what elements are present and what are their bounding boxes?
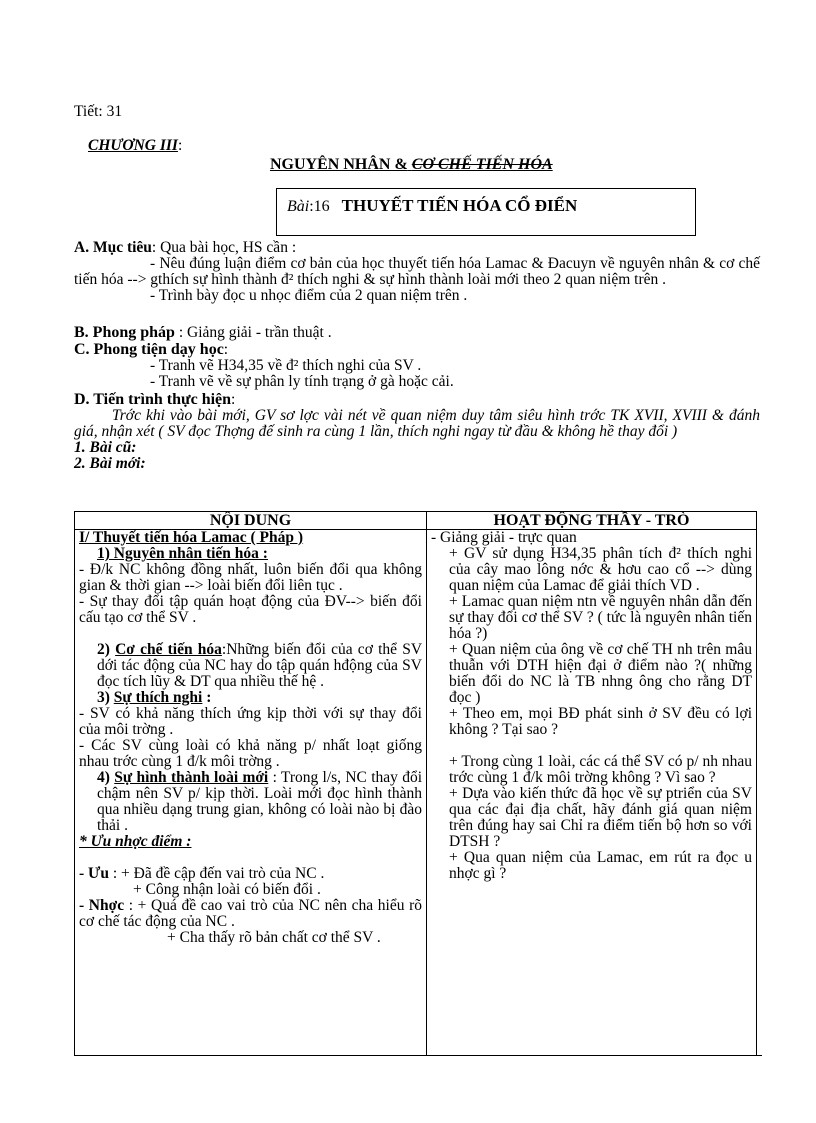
pros-cons-heading: * Ưu nhợc điểm :	[79, 833, 192, 850]
table-body-row	[75, 530, 757, 1056]
section-b-heading: B. Phong pháp	[74, 324, 175, 341]
section-a-heading-line	[74, 240, 760, 256]
section-c-item1: - Tranh vẽ H34,35 về đ² thích nghi của SV .	[150, 357, 422, 374]
lesson-number-value: :16	[309, 198, 330, 215]
section-d	[74, 392, 760, 472]
section-d-heading: D. Tiến trình thực hiện	[74, 391, 232, 408]
adaptation-point-2: - Các SV cùng loài có khả năng p/ nhất loạt giống nhau trớc cùng 1 đ/k môi trờng .	[79, 737, 422, 770]
section-c-item2: - Tranh vẽ về sự phân ly tính trạng ở gà hoặc cải.	[150, 373, 454, 390]
activity-line-2: + GV sử dụng H34,35 phân tích đ² thích nghi của cây mao lông nớc & hơu cao cổ --> dùng quan niệm của Lamac để giải thích VD .	[449, 545, 752, 594]
old-lesson-heading: 1. Bài cũ:	[74, 439, 137, 456]
section-b-text: : Giảng giải - trần thuật .	[178, 324, 332, 341]
con-line-2: + Cha thấy rõ bản chất cơ thể SV .	[167, 929, 381, 946]
bottom-rule	[74, 1055, 762, 1056]
table-header-row	[75, 512, 757, 530]
lesson-label: Bài	[287, 198, 310, 215]
cause-point-1: - Đ/k NC không đồng nhất, luôn biến đổi qua không gian & thời gian --> loài biến đổi liên tục .	[79, 561, 422, 594]
section-a	[74, 240, 760, 304]
section-d-intro: Trớc khi vào bài mới, GV sơ lợc vài nét về quan niệm duy tâm siêu hình trớc TK XVII, XVIII & đánh giá, nhận xét ( SV đọc Thợng đế sinh ra cùng 1 lần, thích nghi ngay từ đầu & không hề thay đổi )	[74, 407, 760, 440]
section-c-colon: :	[223, 341, 229, 358]
lesson-table	[74, 511, 757, 1056]
chapter-line	[88, 138, 182, 154]
adaptation-heading: Sự thích nghi	[113, 689, 203, 706]
content-cell	[75, 530, 427, 1056]
mechanism-text: :Những biến đổi của cơ thể SV dới tác động của NC hay do tập quán hđộng của SV đọc tích lũy & DT qua nhiều thế hệ .	[97, 641, 423, 690]
lesson-number: Tiết: 31	[74, 103, 123, 120]
section-b	[74, 325, 332, 341]
activity-line-8: + Qua quan niệm của Lamac, em rút ra đọc u nhợc gì ?	[449, 849, 752, 882]
activity-line-7: + Dựa vào kiến thức đã học về sự ptriển của SV qua các đại địa chất, hãy đánh giá quan niệm trên đúng hay sai Chỉ ra điểm tiến bộ hơn so với DTSH ?	[449, 785, 752, 850]
chapter-title-part1: NGUYÊN NHÂN &	[270, 156, 408, 173]
lesson-title-box	[276, 188, 696, 236]
speciation-heading: Sự hình thành loài mới	[114, 769, 269, 786]
section-a-intro: : Qua bài học, HS cần :	[151, 239, 297, 256]
section-a-item1: - Nêu đúng luận điểm cơ bản của học thuyết tiến hóa Lamac & Đacuyn về nguyên nhân & cơ chế tiến hóa --> gthích sự hình thành đ² thích nghi & sự hình thành loài mới theo 2 quan niệm trên .	[74, 255, 760, 288]
activity-cell	[427, 530, 757, 1056]
pro-label: - Ưu	[79, 865, 109, 882]
pro-line-1: - Ưu : + Đã đề cập đến vai trò của NC .	[79, 865, 325, 882]
lesson-title	[287, 198, 577, 215]
chapter-title	[270, 157, 553, 173]
chapter-title-part2: CƠ CHẾ TIẾN HÓA	[411, 156, 553, 173]
section-c	[74, 342, 760, 390]
chapter-colon: :	[177, 137, 183, 154]
lesson-title-text: THUYẾT TIẾN HÓA CỔ ĐIỂN	[341, 196, 578, 215]
cause-point-2: - Sự thay đổi tập quán hoạt động của ĐV--> biến đổi cấu tạo cơ thể SV .	[79, 593, 422, 626]
col-header-content: NỘI DUNG	[75, 512, 427, 530]
activity-line-4: + Quan niệm của ông về cơ chế TH nh trên mâu thuẫn với DTH hiện đại ở điểm nào ?( những biến đổi do NC là TB nhng ông cho rằng DT đọc )	[449, 641, 752, 706]
adaptation-heading-line: 3) Sự thích nghi :	[97, 689, 212, 706]
mechanism-paragraph: 2) Cơ chế tiến hóa:Những biến đổi của cơ thể SV dới tác động của NC hay do tập quán hđộng của SV đọc tích lũy & DT qua nhiều thế hệ .	[97, 641, 423, 690]
section-c-heading: C. Phong tiện dạy học	[74, 341, 224, 358]
col-header-activity: HOẠT ĐỘNG THẦY - TRÒ	[427, 512, 757, 530]
activity-line-6: + Trong cùng 1 loài, các cá thể SV có p/ nh nhau trớc cùng 1 đ/k môi trờng không ? Vì sao ?	[449, 753, 752, 786]
pro-line-2: + Công nhận loài có biến đổi .	[133, 881, 321, 898]
adaptation-point-1: - SV có khả năng thích ứng kịp thời với sự thay đổi của môi trờng .	[79, 705, 422, 738]
section-d-colon: :	[231, 391, 236, 408]
con-label: - Nhợc	[79, 897, 125, 914]
chapter-label: CHƯƠNG III	[88, 137, 178, 154]
activity-line-3: + Lamac quan niệm ntn về nguyên nhân dẫn đến sự thay đổi cơ thể SV ? ( tức là nguyên nhân tiến hóa ?)	[449, 593, 752, 642]
activity-line-1: - Giảng giải - trực quan	[431, 529, 577, 546]
theory-title: I/ Thuyết tiến hóa Lamac ( Pháp )	[79, 529, 304, 546]
speciation-text: : Trong l/s, NC thay đổi chậm nên SV p/ kịp thời. Loài mới đọc hình thành qua nhiều dạng trung gian, không có loài nào bị đào thải .	[97, 769, 423, 834]
section-a-heading: A. Mục tiêu	[74, 239, 152, 256]
mechanism-heading: Cơ chế tiến hóa	[115, 641, 222, 658]
activity-line-5: + Theo em, mọi BĐ phát sinh ở SV đều có lợi không ? Tại sao ?	[449, 705, 752, 738]
speciation-paragraph: 4) Sự hình thành loài mới : Trong l/s, NC thay đổi chậm nên SV p/ kịp thời. Loài mới đọc hình thành qua nhiều dạng trung gian, không có loài nào bị đào thải .	[97, 769, 423, 834]
section-a-item2: - Trình bày đọc u nhọc điểm của 2 quan niệm trên .	[150, 287, 468, 304]
new-lesson-heading: 2. Bài mới:	[74, 455, 146, 472]
cause-heading: 1) Nguyên nhân tiến hóa :	[97, 545, 268, 562]
con-line-1: - Nhợc : + Quá đề cao vai trò của NC nên cha hiểu rõ cơ chế tác động của NC .	[79, 897, 422, 930]
